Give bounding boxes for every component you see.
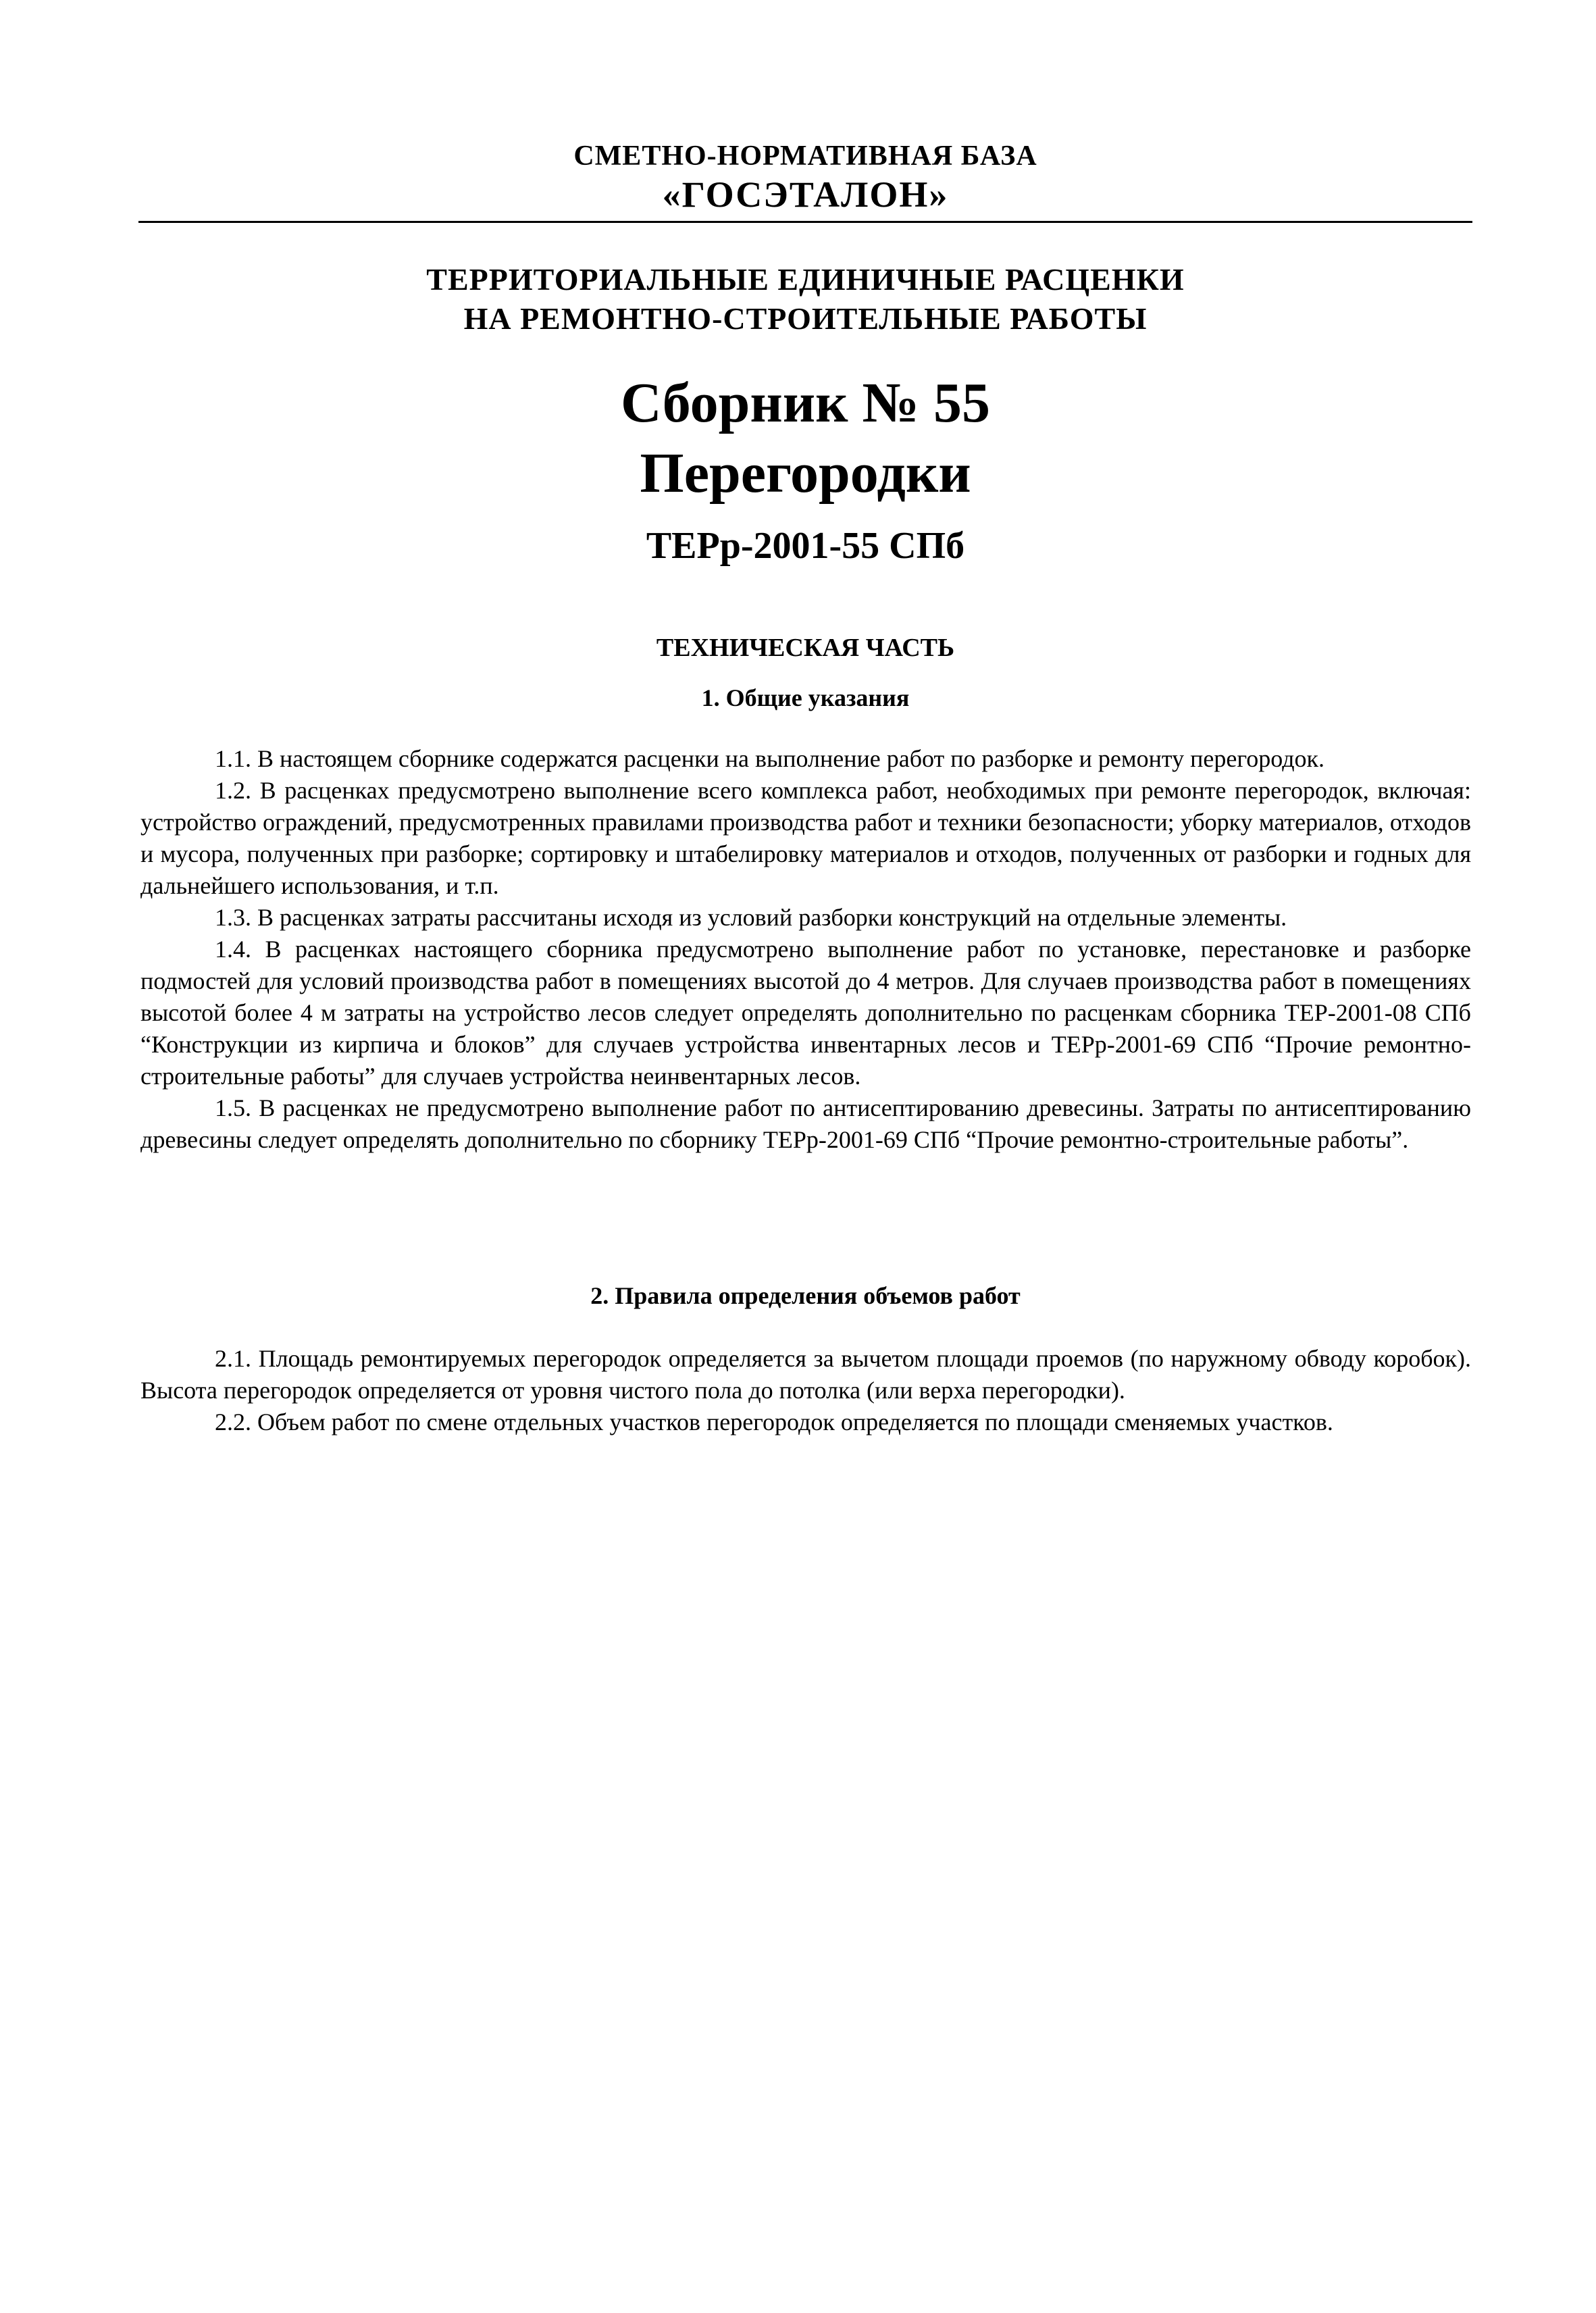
section-1-body [140, 743, 1471, 1156]
paragraph-2-1: 2.1. Площадь ремонтируемых перегородок определяется за вычетом площади проемов (по наружному обводу коробок). Высота перегородок определяется от уровня чистого пола до потолка (или верха перегородки). [140, 1345, 1471, 1404]
section-1-heading: 1. Общие указания [701, 684, 910, 711]
base-name: «ГОСЭТАЛОН» [662, 174, 949, 215]
title-line-1: ТЕРРИТОРИАЛЬНЫЕ ЕДИНИЧНЫЕ РАСЦЕНКИ [426, 262, 1185, 297]
paragraph-1-2: 1.2. В расценках предусмотрено выполнение всего комплекса работ, необходимых при ремонте перегородок, включая: устройство ограждений, предусмотренных правилами производства работ и техники безопасности; уборку материалов, отходов и мусора, полученных при разборке; сортировку и штабелировку материалов и отходов, полученных от разборки и годных для дальнейшего использования, и т.п. [140, 777, 1471, 899]
collection-title [138, 368, 1472, 569]
collection-name: Перегородки [640, 442, 971, 505]
title-line-2: НА РЕМОНТНО-СТРОИТЕЛЬНЫЕ РАБОТЫ [463, 301, 1148, 336]
paragraph-1-3: 1.3. В расценках затраты рассчитаны исходя из условий разборки конструкций на отдельные элементы. [215, 904, 1287, 931]
paragraph-1-5: 1.5. В расценках не предусмотрено выполнение работ по антисептированию древесины. Затраты по антисептированию древесины следует определять дополнительно по сборнику ТЕРр-2001-69 СПб “Прочие ремонтно-строительные работы”. [140, 1094, 1471, 1153]
base-label: СМЕТНО-НОРМАТИВНАЯ БАЗА [573, 141, 1037, 172]
document-header [138, 138, 1472, 215]
paragraph-1-4: 1.4. В расценках настоящего сборника предусмотрено выполнение работ по установке, перестановке и разборке подмостей для условий производства работ в помещениях высотой до 4 метров. Для случаев производства работ в помещениях высотой более 4 м затраты на устройство лесов следует определять дополнительно по расценкам сборника ТЕР-2001-08 СПб “Конструкции из кирпича и блоков” для случаев устройства инвентарных лесов и ТЕРр-2001-69 СПб “Прочие ремонтно-строительные работы” для случаев устройства неинвентарных лесов. [140, 936, 1471, 1090]
collection-code: ТЕРр-2001-55 СПб [646, 525, 965, 567]
paragraph-2-2: 2.2. Объем работ по смене отдельных участков перегородок определяется по площади сменяемых участков. [215, 1408, 1333, 1435]
paragraph-1-1: 1.1. В настоящем сборнике содержатся расценки на выполнение работ по разборке и ремонту перегородок. [215, 745, 1325, 772]
technical-part-heading: ТЕХНИЧЕСКАЯ ЧАСТЬ [656, 634, 955, 662]
section-2-heading: 2. Правила определения объемов работ [590, 1282, 1021, 1309]
header-divider [138, 221, 1472, 223]
collection-number: Сборник № 55 [621, 372, 990, 434]
section-2-body [140, 1343, 1471, 1438]
document-title [138, 260, 1472, 338]
